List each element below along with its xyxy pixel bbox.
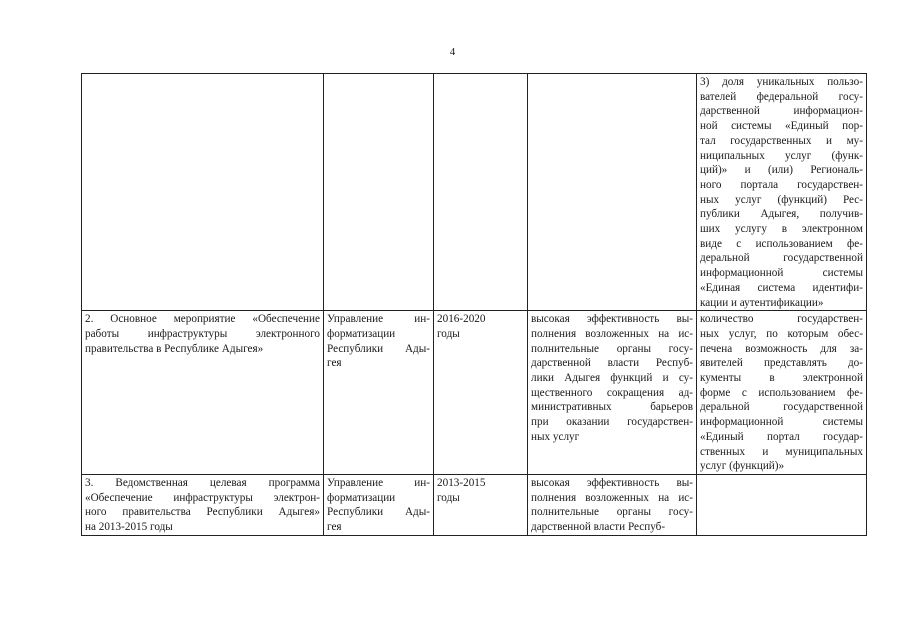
cell-text-line: годы — [437, 491, 460, 504]
cell-text-line: Республики Ады- — [327, 342, 430, 355]
cell-text-line: ших услугу в электронном — [700, 223, 863, 236]
executor-cell — [324, 474, 434, 535]
cell-text-line: кации и аутентификации» — [700, 296, 824, 309]
cell-text-line: ной системы «Единый пор- — [700, 120, 863, 133]
cell-text-line: полнительные органы госу- — [531, 506, 693, 519]
cell-text-line: на 2013-2015 годы — [85, 521, 173, 534]
cell-text-line: ного портала государствен- — [700, 178, 863, 191]
cell-text-line: форматизации — [327, 327, 396, 340]
cell-text-line: правительства в Республике Адыгея» — [85, 342, 264, 355]
period-cell — [434, 474, 528, 535]
cell-text-line: Управление ин- — [327, 313, 430, 326]
cell-text-line: ственных и муниципальных — [700, 445, 863, 458]
cell-text-line: гея — [327, 357, 342, 370]
cell-text-line: кументы в электронной — [700, 372, 863, 385]
cell-text-line: министративных барьеров — [531, 401, 693, 414]
cell-text-line: 2. Основное мероприятие «Обеспечение — [85, 313, 320, 326]
table-row — [82, 74, 867, 311]
cell-text-line: «Единый портал государ- — [700, 430, 863, 443]
cell-text-line: явителей представлять до- — [700, 357, 863, 370]
cell-text-line: ных услуг, по которым обес- — [700, 327, 863, 340]
cell-text-line: 2013-2015 — [437, 476, 486, 489]
cell-text-line: деральной государственной — [700, 401, 863, 414]
cell-text-line: полнительные органы госу- — [531, 342, 693, 355]
result-cell — [528, 474, 697, 535]
result-cell — [528, 311, 697, 475]
measure-cell — [82, 74, 324, 311]
cell-text-line: дарственной информацион- — [700, 105, 863, 118]
cell-text-line: 3. Ведомственная целевая программа — [85, 476, 320, 489]
cell-text-line: услуг (функций)» — [700, 460, 785, 473]
cell-text-line: годы — [437, 327, 460, 340]
cell-text-line: щественного сокращения ад- — [531, 386, 693, 399]
cell-text-line: деральной государственной — [700, 252, 863, 265]
cell-text-line: работы инфраструктуры электронного — [85, 327, 320, 340]
cell-text-line: «Обеспечение инфраструктуры электрон- — [85, 491, 320, 504]
cell-text-line: вателей федеральной госу- — [700, 90, 863, 103]
cell-text-line: Управление ин- — [327, 476, 430, 489]
program-table — [81, 73, 867, 536]
cell-text-line: высокая эффективность вы- — [531, 476, 693, 489]
cell-text-line: ного правительства Республики Адыгея» — [85, 506, 320, 519]
cell-text-line: ных услуг — [531, 430, 580, 443]
cell-text-line: 3) доля уникальных пользо- — [700, 76, 863, 88]
cell-text-line: информационной системы — [700, 267, 863, 280]
indicator-cell — [697, 74, 867, 311]
cell-text-line: при оказании государствен- — [531, 416, 693, 429]
indicator-cell — [697, 311, 867, 475]
cell-text-line: тал государственных и му- — [700, 134, 863, 147]
cell-text-line: ниципальных услуг (функ- — [700, 149, 863, 162]
page-number: 4 — [449, 46, 456, 58]
cell-text-line: ций)» и (или) Региональ- — [700, 164, 863, 177]
cell-text-line: 2016-2020 — [437, 313, 486, 326]
cell-text-line: виде с использованием фе- — [700, 237, 863, 250]
cell-text-line: дарственной власти Респуб- — [531, 521, 666, 534]
period-cell — [434, 311, 528, 475]
indicator-cell — [697, 474, 867, 535]
cell-text-line: дарственной власти Респуб- — [531, 357, 693, 370]
table-row — [82, 311, 867, 475]
cell-text-line: форме с использованием фе- — [700, 386, 863, 399]
measure-cell — [82, 474, 324, 535]
cell-text-line: Республики Ады- — [327, 506, 430, 519]
measure-cell — [82, 311, 324, 475]
result-cell — [528, 74, 697, 311]
cell-text-line: лики Адыгея функций и су- — [531, 372, 693, 385]
cell-text-line: информационной системы — [700, 416, 863, 429]
cell-text-line: полнения возложенных на ис- — [531, 491, 693, 504]
cell-text-line: печена возможность для за- — [700, 342, 863, 355]
period-cell — [434, 74, 528, 311]
cell-text-line: гея — [327, 521, 342, 534]
cell-text-line: высокая эффективность вы- — [531, 313, 693, 326]
executor-cell — [324, 311, 434, 475]
cell-text-line: количество государствен- — [700, 313, 863, 326]
executor-cell — [324, 74, 434, 311]
cell-text-line: ных услуг (функций) Рес- — [700, 193, 863, 206]
cell-text-line: полнения возложенных на ис- — [531, 327, 693, 340]
cell-text-line: «Единая система идентифи- — [700, 281, 863, 294]
table-row — [82, 474, 867, 535]
cell-text-line: публики Адыгея, получив- — [700, 208, 863, 221]
cell-text-line: форматизации — [327, 491, 396, 504]
